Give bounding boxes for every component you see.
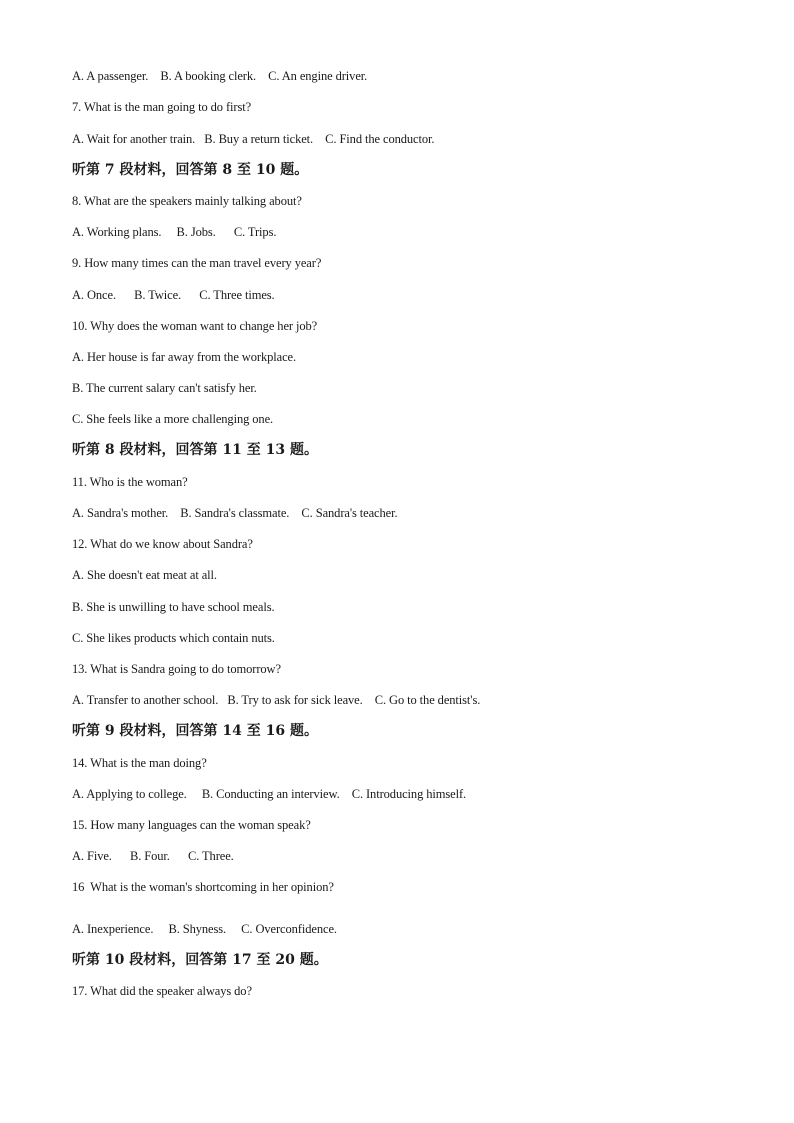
question-line: 12. What do we know about Sandra? [72, 537, 253, 551]
option-line: A. Inexperience. B. Shyness. C. Overconfidence. [72, 922, 337, 936]
question-line: 14. What is the man doing? [72, 756, 207, 770]
section-heading: 听第 8 段材料，回答第 11 至 13 题。 [72, 442, 318, 458]
option-line: A. A passenger. B. A booking clerk. C. An engine driver. [72, 69, 368, 83]
option-line: A. Her house is far away from the workplace. [72, 350, 296, 364]
option-line: B. The current salary can't satisfy her. [72, 381, 257, 395]
option-line: C. She feels like a more challenging one. [72, 412, 274, 426]
option-line: A. Transfer to another school. B. Try to ask for sick leave. C. Go to the dentist's. [72, 693, 481, 707]
section-heading: 听第 7 段材料，回答第 8 至 10 题。 [72, 162, 309, 178]
option-line: A. Working plans. B. Jobs. C. Trips. [72, 225, 277, 239]
option-line: A. Applying to college. B. Conducting an interview. C. Introducing himself. [72, 787, 467, 801]
option-line: C. She likes products which contain nuts. [72, 631, 275, 645]
question-line: 9. How many times can the man travel every year? [72, 256, 322, 270]
option-line: A. Five. B. Four. C. Three. [72, 849, 234, 863]
option-line: A. Sandra's mother. B. Sandra's classmate. C. Sandra's teacher. [72, 506, 398, 520]
question-line: 8. What are the speakers mainly talking about? [72, 194, 302, 208]
section-heading: 听第 9 段材料，回答第 14 至 16 题。 [72, 723, 318, 739]
option-line: A. Once. B. Twice. C. Three times. [72, 288, 275, 302]
question-line: 11. Who is the woman? [72, 475, 188, 489]
option-line: A. Wait for another train. B. Buy a return ticket. C. Find the conductor. [72, 132, 435, 146]
section-heading: 听第 10 段材料，回答第 17 至 20 题。 [72, 952, 328, 968]
question-line: 15. How many languages can the woman speak? [72, 818, 311, 832]
question-line: 10. Why does the woman want to change her job? [72, 319, 318, 333]
question-line: 13. What is Sandra going to do tomorrow? [72, 662, 281, 676]
question-line: 16 What is the woman's shortcoming in her opinion? [72, 880, 334, 894]
option-line: B. She is unwilling to have school meals. [72, 600, 275, 614]
option-line: A. She doesn't eat meat at all. [72, 568, 217, 582]
question-line: 17. What did the speaker always do? [72, 984, 252, 998]
question-line: 7. What is the man going to do first? [72, 100, 252, 114]
